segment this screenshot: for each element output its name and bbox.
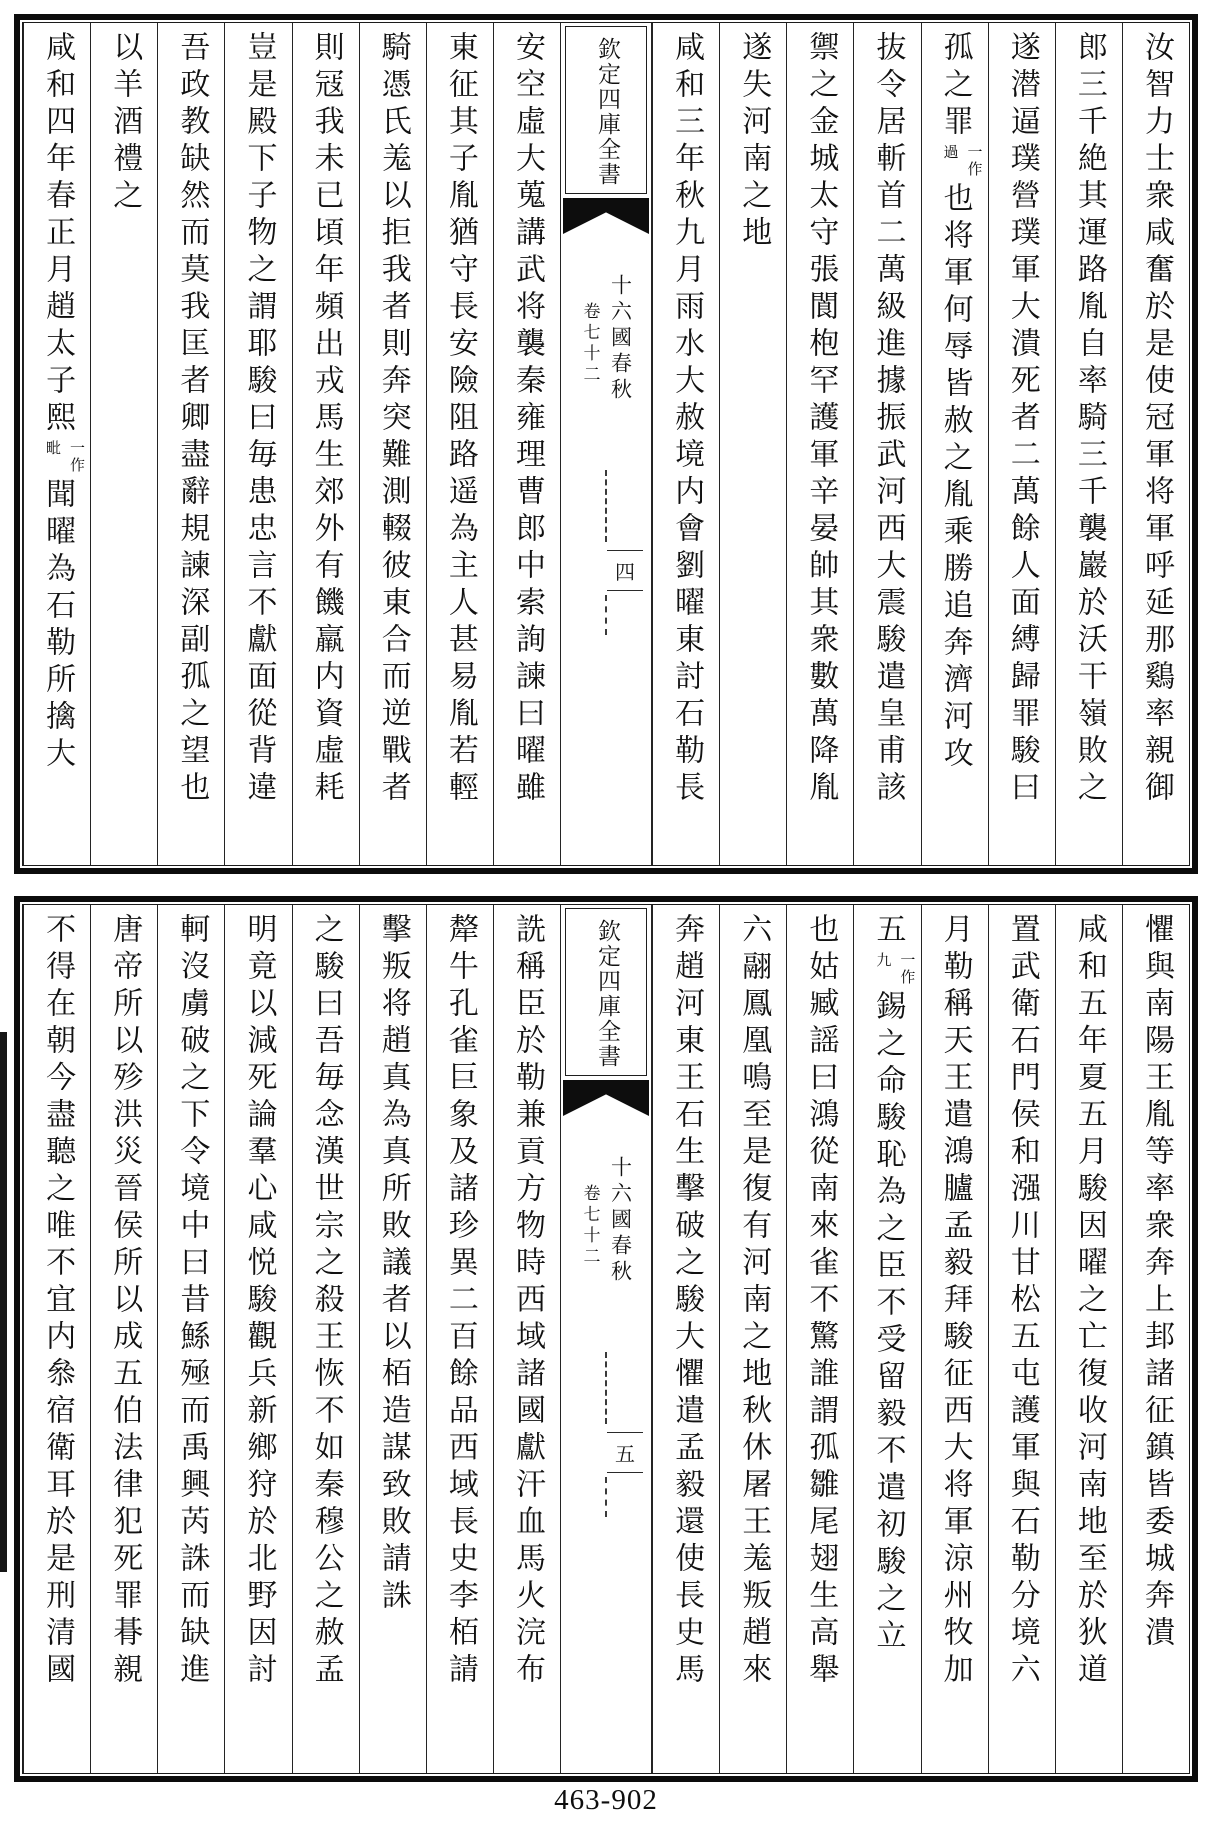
dashed-rule	[605, 595, 607, 635]
dashed-rule	[605, 470, 607, 542]
text-column: 唐帝所以殄洪災晉侯所以成五伯法律犯死罪朞親	[90, 905, 157, 1773]
banxin-header	[565, 908, 647, 1076]
variant-note: 一作 過	[941, 144, 982, 178]
text-column: 之駿曰吾毎念漢世宗之殺王恢不如秦穆公之赦孟	[292, 905, 359, 1773]
text-column: 吾政教缺然而莫我匡者卿盡辭規諫深副孤之望也	[157, 23, 224, 865]
folio-number: 四	[607, 550, 643, 591]
text-column: 奔趙河東王石生擊破之駿大懼遣孟毅還使長史馬	[652, 905, 719, 1773]
text-column: 東征其子胤猶守長安險阻路遥為主人甚易胤若輕	[426, 23, 493, 865]
text-column: 也姑臧謡曰鴻從南來雀不驚誰謂孤雛尾翅生高舉	[786, 905, 853, 1773]
banxin-column	[560, 23, 652, 865]
text-column: 明竟以減死論羣心咸悦駿觀兵新鄉狩於北野因討	[224, 905, 291, 1773]
text-column: 月勒稱天王遣鴻臚孟毅拜駿征西大将軍涼州牧加	[921, 905, 988, 1773]
text-column: 以羊酒禮之	[90, 23, 157, 865]
lower-right-columns	[652, 905, 1189, 1773]
upper-text-block-frame	[22, 22, 1190, 866]
text-column: 抜令居斬首二萬級進據振武河西大震駿遣皇甫該	[853, 23, 920, 865]
lower-text-block	[14, 896, 1198, 1782]
upper-right-columns	[652, 23, 1189, 865]
banxin-column	[560, 905, 652, 1773]
text-column: 遂失河南之地	[719, 23, 786, 865]
lower-left-columns	[23, 905, 560, 1773]
text-column: 擊叛将趙真為真所敗議者以栢造謀致敗請誅	[359, 905, 426, 1773]
upper-text-block	[14, 14, 1198, 874]
book-title: 十六國春秋	[608, 1156, 633, 1286]
variant-note: 一作 毗	[44, 440, 85, 474]
scan-edge-artifact	[0, 1032, 7, 1572]
chapter-label: 卷七十二	[580, 302, 600, 386]
text-column: 五 一作 九 錫之命駿恥為之臣不受留毅不遣初駿之立	[853, 905, 920, 1773]
book-title: 十六國春秋	[608, 274, 633, 404]
variant-note: 一作 九	[874, 952, 915, 986]
fishtail-ornament-icon	[563, 1080, 649, 1116]
siku-header-label: 欽定四庫全書	[595, 918, 620, 1069]
upper-left-columns	[23, 23, 560, 865]
plate-number: 463-902	[554, 1784, 658, 1816]
siku-header-label: 欽定四庫全書	[595, 36, 620, 187]
text-column: 汝智力士衆咸奮於是使冠軍将軍呼延那鷄率親御	[1122, 23, 1189, 865]
text-column: 豈是殿下子物之謂耶駿曰毎患忠言不獻面從背違	[224, 23, 291, 865]
text-column: 懼與南陽王胤等率衆奔上邽諸征鎮皆委城奔潰	[1122, 905, 1189, 1773]
text-column: 郎三千絶其運路胤自率騎三千襲巖於沃干嶺敗之	[1055, 23, 1122, 865]
text-column: 孤之罪 一作 過 也将軍何辱皆赦之胤乘勝追奔濟河攻	[921, 23, 988, 865]
text-column: 則冦我未已頃年頻出戎馬生郊外有饑羸内資虛耗	[292, 23, 359, 865]
text-column: 置武衛石門侯和漒川甘松五屯護軍與石勒分境六	[988, 905, 1055, 1773]
text-column: 安空虛大蒐講武将襲秦雍理曹郎中索詢諫曰曜雖	[493, 23, 560, 865]
text-column: 咸和五年夏五月駿因曜之亡復收河南地至於狄道	[1055, 905, 1122, 1773]
banxin-blank-space	[561, 641, 651, 865]
text-column: 咸和四年春正月趙太子熙 一作 毗 聞曜為石勒所擒大	[23, 23, 90, 865]
text-column: 軻沒虜破之下令境中曰昔鯀殛而禹興芮誅而缺進	[157, 905, 224, 1773]
banxin-title-group	[561, 1156, 651, 1346]
folio-number: 五	[607, 1432, 643, 1473]
text-column: 六翮鳳凰鳴至是復有河南之地秋休屠王羗叛趙來	[719, 905, 786, 1773]
banxin-blank-space	[561, 1523, 651, 1773]
fishtail-ornament-icon	[563, 198, 649, 234]
text-column: 騎憑氏羗以拒我者則奔突難測輟彼東合而逆戰者	[359, 23, 426, 865]
banxin-header	[565, 26, 647, 194]
text-column: 犛牛孔雀巨象及諸珍異二百餘品西域長史李栢請	[426, 905, 493, 1773]
banxin-title-group	[561, 274, 651, 464]
text-column: 咸和三年秋九月雨水大赦境内會劉曜東討石勒長	[652, 23, 719, 865]
chapter-label: 卷七十二	[580, 1184, 600, 1268]
text-column: 遂潜逼璞營璞軍大潰死者二萬餘人面縛歸罪駿曰	[988, 23, 1055, 865]
dashed-rule	[605, 1352, 607, 1424]
text-column: 禦之金城太守張閬枹罕護軍辛晏帥其衆數萬降胤	[786, 23, 853, 865]
text-column: 不得在朝今盡聽之唯不宜内叅宿衛耳於是刑清國	[23, 905, 90, 1773]
text-column: 詵稱臣於勒兼貢方物時西域諸國獻汗血馬火浣布	[493, 905, 560, 1773]
dashed-rule	[605, 1477, 607, 1517]
lower-text-block-frame	[22, 904, 1190, 1774]
